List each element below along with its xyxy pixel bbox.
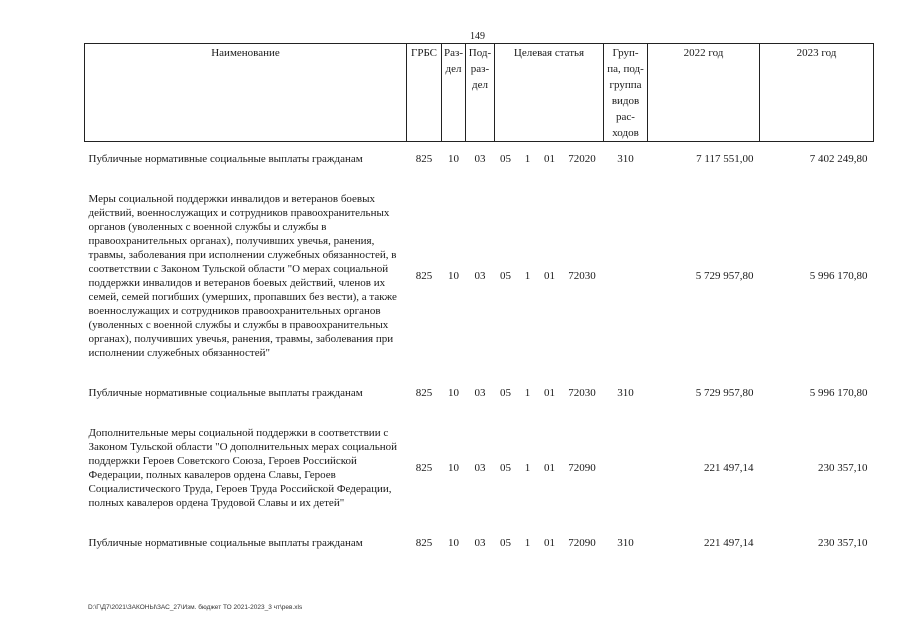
cell-amount-2022: 5 729 957,80 — [695, 387, 754, 399]
cell-target-event: 01 — [544, 462, 555, 474]
header-year-2023: 2023 год — [760, 44, 874, 142]
cell-razdel: 10 — [448, 153, 459, 165]
cell-target-subprogram: 1 — [524, 387, 531, 399]
header-grbs: ГРБС — [407, 44, 442, 142]
page-number: 149 — [470, 31, 485, 42]
table-row — [85, 386, 874, 400]
cell-expense-group: 310 — [617, 537, 634, 549]
table-header-row — [85, 44, 874, 142]
cell-podrazdel: 03 — [474, 537, 486, 549]
cell-amount-2023: 230 357,10 — [818, 462, 868, 474]
cell-target-direction: 72030 — [568, 387, 596, 399]
cell-target-subprogram: 1 — [524, 537, 531, 549]
cell-target-direction: 72030 — [568, 270, 596, 282]
cell-name: Публичные нормативные социальные выплаты гражданам — [88, 153, 363, 165]
cell-grbs: 825 — [415, 270, 433, 282]
cell-target-event: 01 — [544, 153, 555, 165]
cell-amount-2023: 5 996 170,80 — [809, 270, 868, 282]
file-path-footer: D:\Г\Д7\2021\ЗАКОНЫ\ЗАС_27\Изм. бюджет ТО 2021-2023_3 чт\рев.xls — [88, 604, 303, 611]
cell-podrazdel: 03 — [474, 462, 486, 474]
cell-target-direction: 72020 — [568, 153, 596, 165]
cell-amount-2022: 7 117 551,00 — [696, 153, 754, 165]
cell-target-program: 05 — [500, 153, 511, 165]
cell-name: Публичные нормативные социальные выплаты гражданам — [88, 387, 363, 399]
table-row — [85, 152, 874, 166]
cell-target-subprogram: 1 — [524, 153, 531, 165]
table-row — [85, 192, 874, 360]
cell-grbs: 825 — [415, 153, 433, 165]
cell-target-direction: 72090 — [568, 537, 596, 549]
cell-amount-2023: 7 402 249,80 — [809, 153, 868, 165]
cell-expense-group — [604, 192, 648, 360]
table-row — [85, 536, 874, 550]
cell-razdel: 10 — [448, 270, 459, 282]
header-razdel: Раз- дел — [442, 44, 466, 142]
cell-razdel: 10 — [448, 537, 459, 549]
cell-target-program: 05 — [500, 537, 511, 549]
cell-expense-group: 310 — [617, 387, 634, 399]
cell-podrazdel: 03 — [474, 387, 486, 399]
header-name: Наименование — [85, 44, 407, 142]
cell-target-event: 01 — [544, 270, 555, 282]
cell-podrazdel: 03 — [474, 270, 486, 282]
header-expense-group: Груп- па, под- группа видов рас- ходов — [604, 44, 648, 142]
cell-target-event: 01 — [544, 537, 555, 549]
cell-target-subprogram: 1 — [524, 270, 531, 282]
cell-expense-group: 310 — [617, 153, 634, 165]
cell-name: Дополнительные меры социальной поддержки в соответствии с Законом Тульской области "О дополнительных мерах социальной поддержки Героев Советского Союза, Героев Российской Федерации, полных кавалеров ордена Славы, Героев Социалистического Труда, Героев Труда Российской Федерации, полных кавалеров ордена Трудовой Славы и их детей" — [88, 427, 397, 509]
table-row — [85, 426, 874, 510]
cell-target-subprogram: 1 — [524, 462, 531, 474]
cell-target-program: 05 — [500, 462, 511, 474]
cell-grbs: 825 — [415, 462, 433, 474]
cell-amount-2022: 221 497,14 — [704, 462, 754, 474]
cell-name: Публичные нормативные социальные выплаты гражданам — [88, 537, 363, 549]
cell-target-event: 01 — [544, 387, 555, 399]
header-podrazdel: Под- раз- дел — [466, 44, 495, 142]
cell-grbs: 825 — [415, 537, 433, 549]
cell-amount-2023: 5 996 170,80 — [809, 387, 868, 399]
cell-razdel: 10 — [448, 387, 459, 399]
header-year-2022: 2022 год — [648, 44, 760, 142]
cell-amount-2022: 221 497,14 — [704, 537, 754, 549]
cell-razdel: 10 — [448, 462, 459, 474]
budget-table — [84, 43, 874, 550]
header-target-article: Целевая статья — [495, 44, 604, 142]
cell-grbs: 825 — [415, 387, 433, 399]
cell-podrazdel: 03 — [474, 153, 486, 165]
cell-target-program: 05 — [500, 270, 511, 282]
cell-target-program: 05 — [500, 387, 511, 399]
cell-amount-2022: 5 729 957,80 — [695, 270, 754, 282]
cell-amount-2023: 230 357,10 — [818, 537, 868, 549]
cell-expense-group — [604, 426, 648, 510]
cell-target-direction: 72090 — [568, 462, 596, 474]
cell-name: Меры социальной поддержки инвалидов и ветеранов боевых действий, военнослужащих и сотрудников правоохранительных органов (уволенных с военной службы и службы в правоохранительных органах), получивших увечья, ранения, травмы, заболевания при исполнении служебных обязанностей, в соответствии с Законом Тульской области "О мерах социальной поддержки инвалидов и ветеранов боевых действий, членов их семей, семей погибших (умерших, пропавших без вести), а также военнослужащих и сотрудников правоохранительных органов (уволенных с военной службы и службы в правоохранительных органах), получивших увечья, ранения, травмы, заболевания при исполнении служебных обязанностей" — [88, 193, 397, 359]
